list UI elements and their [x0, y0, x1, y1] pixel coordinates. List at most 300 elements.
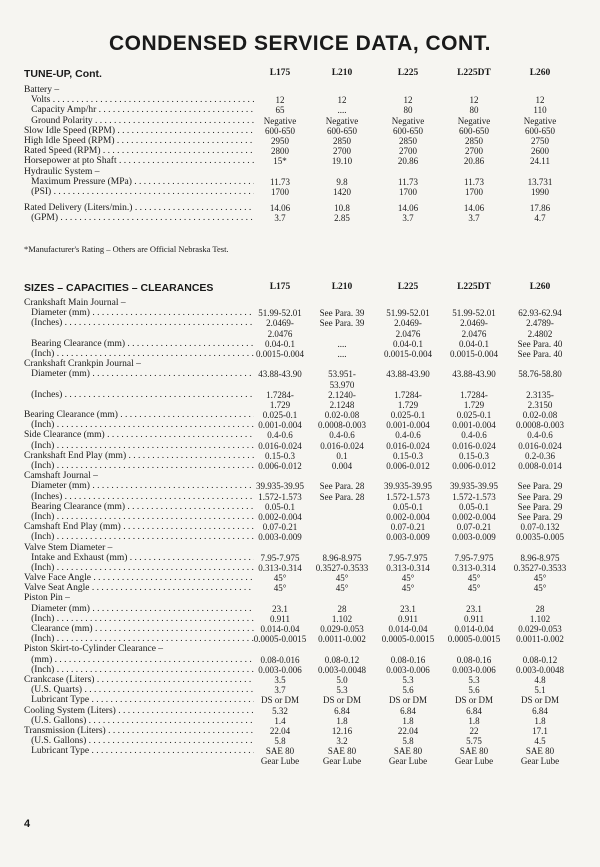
row-label: (Inches) . . .	[24, 318, 254, 328]
cell-l260: 13.731	[527, 176, 553, 187]
cell-l260: SAE 80	[525, 746, 555, 757]
cell-l225: 1.7284-	[394, 389, 422, 400]
table-row	[24, 329, 584, 339]
col-header-l225dt: L225DT	[457, 68, 491, 78]
row-label: Valve Seat Angle . . .	[24, 583, 254, 593]
cell-l225: 2850	[399, 135, 417, 146]
cell-l210: 2.85	[334, 213, 350, 224]
row-label: Bearing Clearance (mm) . . .	[24, 410, 254, 420]
cell-l225dt: SAE 80	[459, 746, 489, 757]
cell-l210: 28	[337, 603, 347, 614]
row-label: Hydraulic System –	[24, 166, 100, 177]
row-label: Rated Delivery (Liters/min.) . . .	[24, 203, 254, 213]
cell-l175: 3.5	[274, 674, 286, 685]
cell-l260: Negative	[523, 115, 557, 126]
cell-l225dt: 600-650	[459, 125, 489, 136]
cell-l175: 1.729	[269, 399, 291, 410]
cell-l175: 0.002-0.004	[258, 511, 302, 522]
cell-l175: 0.001-0.004	[258, 420, 302, 431]
cell-l210: 2.1248	[329, 399, 355, 410]
cell-l210: ....	[337, 338, 347, 349]
table-row	[24, 471, 584, 481]
row-label: (Inch) . . .	[24, 461, 254, 471]
cell-l225dt: 2.0469-	[460, 318, 488, 329]
cell-l225dt: 0.04-0.1	[459, 338, 489, 349]
cell-l225dt: 5.75	[466, 736, 482, 747]
cell-l175: Gear Lube	[260, 756, 300, 767]
cell-l225: 5.3	[402, 674, 414, 685]
cell-l225: SAE 80	[393, 746, 423, 757]
cell-l175: 12	[275, 95, 285, 106]
cell-l225: 51.99-52.01	[386, 308, 430, 319]
table-row	[24, 441, 584, 451]
cell-l260: DS or DM	[520, 695, 559, 706]
cell-l260: See Para. 40	[517, 348, 563, 359]
cell-l260: 17.1	[532, 725, 548, 736]
table-row	[24, 156, 584, 166]
row-label: (Inches) . . .	[24, 390, 254, 400]
cell-l225dt: 0.003-0.009	[452, 532, 496, 543]
cell-l210: 2.1240-	[328, 389, 356, 400]
cell-l210: 0.016-0.024	[320, 440, 364, 451]
cell-l175: 0.0015-0.004	[256, 348, 304, 359]
cell-l210: See Para. 28	[319, 481, 365, 492]
cell-l225dt: 2700	[465, 146, 483, 157]
tuneup-title: TUNE-UP, Cont.	[24, 68, 102, 80]
cell-l260: 17.86	[529, 203, 551, 214]
table-row	[24, 213, 584, 223]
row-label: (Inch) . . .	[24, 532, 254, 542]
cell-l260: 0.016-0.024	[518, 440, 562, 451]
cell-l260: 110	[533, 105, 547, 116]
cell-l175: 65	[275, 105, 285, 116]
cell-l175: 39.935-39.95	[256, 481, 304, 492]
cell-l225dt: 2.0476	[461, 328, 487, 339]
cell-l175: 11.73	[270, 176, 290, 187]
table-row	[24, 116, 584, 126]
cell-l260: See Para. 29	[517, 501, 563, 512]
cell-l225dt: 0.08-0.16	[456, 654, 492, 665]
row-label: Volts . . .	[24, 95, 254, 105]
col-header-l175: L175	[269, 68, 291, 78]
row-label: Bearing Clearance (mm) . . .	[24, 502, 254, 512]
col-header-l210: L210	[331, 282, 353, 292]
col-header-l260: L260	[529, 282, 551, 292]
cell-l225: 2.0469-	[394, 318, 422, 329]
cell-l175: DS or DM	[260, 695, 299, 706]
table-row	[24, 146, 584, 156]
cell-l225: DS or DM	[388, 695, 427, 706]
row-label: (U.S. Gallons) . . .	[24, 736, 254, 746]
cell-l225dt: 5.3	[468, 674, 480, 685]
cell-l225dt: 2850	[465, 135, 483, 146]
cell-l210: 0.004	[331, 461, 353, 471]
row-label: Piston Pin –	[24, 593, 70, 604]
cell-l225dt: 0.05-0.1	[459, 501, 489, 512]
row-label: (PSI) . . .	[24, 187, 254, 197]
table-row	[24, 298, 584, 308]
cell-l260: 45°	[533, 583, 547, 594]
cell-l225dt: 1.572-1.573	[452, 491, 496, 502]
table-row	[24, 543, 584, 553]
row-label: Capacity Amp/hr . . .	[24, 105, 254, 115]
row-label: (U.S. Quarts) . . .	[24, 685, 254, 695]
cell-l175: 14.06	[269, 203, 291, 214]
cell-l225: 0.08-0.16	[390, 654, 426, 665]
table-row	[24, 502, 584, 512]
table-row	[24, 624, 584, 634]
cell-l225: 45°	[401, 573, 415, 584]
cell-l225dt: 0.0005-0.0015	[447, 634, 501, 645]
cell-l225: 2.0476	[395, 328, 421, 339]
table-row	[24, 492, 584, 502]
cell-l210: 0.08-0.12	[324, 654, 360, 665]
cell-l225dt: 6.84	[466, 705, 482, 716]
cell-l260: 5.1	[534, 685, 546, 696]
cell-l260: 45°	[533, 573, 547, 584]
cell-l225dt: 0.4-0.6	[461, 430, 487, 441]
cell-l210: 3.2	[336, 736, 348, 747]
cell-l225: 23.1	[400, 603, 416, 614]
cell-l175: Negative	[263, 115, 297, 126]
cell-l175: SAE 80	[265, 746, 295, 757]
cell-l175: 0.003-0.006	[258, 664, 302, 675]
cell-l260: 0.4-0.6	[527, 430, 553, 441]
footnote: *Manufacturer's Rating – Others are Official Nebraska Test.	[24, 244, 229, 254]
cell-l175: 0.911	[270, 613, 290, 624]
table-row	[24, 420, 584, 430]
table-row	[24, 85, 584, 95]
cell-l225: 0.313-0.314	[386, 562, 430, 573]
cell-l225: 0.4-0.6	[395, 430, 421, 441]
cell-l175: 1.572-1.573	[258, 491, 302, 502]
cell-l225: 0.0005-0.0015	[381, 634, 435, 645]
table-row	[24, 461, 584, 471]
cell-l210: 600-650	[327, 125, 357, 136]
cell-l210: See Para. 28	[319, 491, 365, 502]
col-header-l225: L225	[397, 282, 419, 292]
cell-l225dt: Gear Lube	[454, 756, 494, 767]
cell-l225: 0.025-0.1	[390, 410, 426, 421]
table-row	[24, 655, 584, 665]
cell-l175: 0.0005-0.0015	[253, 634, 307, 645]
cell-l175: 0.04-0.1	[265, 338, 295, 349]
cell-l210: 6.84	[334, 705, 350, 716]
table-row	[24, 573, 584, 583]
cell-l225: Negative	[391, 115, 425, 126]
cell-l225dt: 3.7	[468, 213, 480, 224]
cell-l175: 22.04	[269, 725, 291, 736]
row-label: Slow Idle Speed (RPM) . . .	[24, 126, 254, 136]
cell-l225: 0.04-0.1	[393, 338, 423, 349]
cell-l175: 0.016-0.024	[258, 440, 302, 451]
row-label: Ground Polarity . . .	[24, 116, 254, 126]
cell-l260: 2.3150	[527, 399, 553, 410]
cell-l210: 0.4-0.6	[329, 430, 355, 441]
row-label: (Inch) . . .	[24, 563, 254, 573]
cell-l260: 2750	[531, 135, 549, 146]
cell-l225: 1700	[399, 186, 417, 197]
table-row	[24, 756, 584, 766]
table-row	[24, 644, 584, 654]
cell-l210: Negative	[325, 115, 359, 126]
cell-l225dt: 0.911	[464, 613, 484, 624]
cell-l210: 2700	[333, 146, 351, 157]
cell-l225: 1.8	[402, 715, 414, 726]
cell-l175: 5.32	[272, 705, 288, 716]
cell-l175: 7.95-7.975	[260, 552, 300, 563]
cell-l210: 2850	[333, 135, 351, 146]
table-row	[24, 451, 584, 461]
row-label: Crankcase (Liters) . . .	[24, 675, 254, 685]
table-row	[24, 583, 584, 593]
table-row	[24, 390, 584, 400]
cell-l225dt: 0.006-0.012	[452, 461, 496, 471]
table-row	[24, 716, 584, 726]
cell-l210: 19.10	[331, 156, 353, 167]
table-row	[24, 380, 584, 390]
row-label: Camshaft Journal –	[24, 471, 98, 482]
cell-l210: 1.8	[336, 715, 348, 726]
cell-l260: 0.2-0.36	[525, 450, 555, 461]
cell-l260: 58.76-58.80	[518, 369, 562, 380]
cell-l260: 62.93-62.94	[518, 308, 562, 319]
table-row	[24, 614, 584, 624]
cell-l225: 6.84	[400, 705, 416, 716]
cell-l175: 0.003-0.009	[258, 532, 302, 543]
cell-l260: 2600	[531, 146, 549, 157]
cell-l175: 23.1	[272, 603, 288, 614]
row-label: (U.S. Gallons) . . .	[24, 716, 254, 726]
cell-l260: 0.0011-0.002	[516, 634, 564, 645]
cell-l260: 1.8	[534, 715, 546, 726]
col-header-l225: L225	[397, 68, 419, 78]
row-label: Diameter (mm) . . .	[24, 308, 254, 318]
cell-l225: 5.6	[402, 685, 414, 696]
row-label: Side Clearance (mm) . . .	[24, 430, 254, 440]
table-row	[24, 359, 584, 369]
table-row	[24, 634, 584, 644]
cell-l260: 2.3135-	[526, 389, 554, 400]
row-label: (Inch) . . .	[24, 441, 254, 451]
cell-l225: 2700	[399, 146, 417, 157]
table-row	[24, 522, 584, 532]
cell-l210: SAE 80	[327, 746, 357, 757]
table-row	[24, 726, 584, 736]
cell-l210: 1420	[333, 186, 351, 197]
cell-l225dt: 0.001-0.004	[452, 420, 496, 431]
cell-l225dt: DS or DM	[454, 695, 493, 706]
cell-l175: 0.313-0.314	[258, 562, 302, 573]
cell-l260: 4.8	[534, 674, 546, 685]
sizes-table	[24, 298, 584, 767]
cell-l225dt: 0.0015-0.004	[450, 348, 498, 359]
table-row	[24, 126, 584, 136]
cell-l260: 0.02-0.08	[522, 410, 558, 421]
cell-l210: DS or DM	[322, 695, 361, 706]
cell-l225: 1.572-1.573	[386, 491, 430, 502]
cell-l175: 2800	[271, 146, 289, 157]
row-label: (Inch) . . .	[24, 512, 254, 522]
cell-l260: 0.08-0.12	[522, 654, 558, 665]
table-row	[24, 369, 584, 379]
col-header-l225dt: L225DT	[457, 282, 491, 292]
row-label: (Inch) . . .	[24, 614, 254, 624]
cell-l260: 24.11	[530, 156, 550, 167]
cell-l210: 1.102	[331, 613, 353, 624]
cell-l210: 5.0	[336, 674, 348, 685]
cell-l225dt: 23.1	[466, 603, 482, 614]
row-label: (mm) . . .	[24, 655, 254, 665]
cell-l260: 0.0008-0.003	[516, 420, 564, 431]
table-row	[24, 400, 584, 410]
col-header-l260: L260	[529, 68, 551, 78]
row-label: Horsepower at pto Shaft . . .	[24, 156, 254, 166]
cell-l225dt: Negative	[457, 115, 491, 126]
cell-l225: 5.8	[402, 736, 414, 747]
cell-l260: See Para. 29	[517, 481, 563, 492]
cell-l210: 45°	[335, 583, 349, 594]
cell-l260: 1.102	[529, 613, 551, 624]
cell-l210: 8.96-8.975	[322, 552, 362, 563]
cell-l175: 3.7	[274, 213, 286, 224]
table-row	[24, 95, 584, 105]
row-label: Valve Face Angle . . .	[24, 573, 254, 583]
cell-l225dt: 0.003-0.006	[452, 664, 496, 675]
row-label: Crankshaft Main Journal –	[24, 298, 126, 308]
cell-l225: 20.86	[397, 156, 419, 167]
cell-l175: 15*	[273, 156, 287, 167]
cell-l225dt: 0.016-0.024	[452, 440, 496, 451]
cell-l175: 0.08-0.016	[260, 654, 300, 665]
cell-l210: ....	[337, 105, 347, 116]
cell-l260: 0.07-0.132	[520, 522, 560, 533]
row-label: Intake and Exhaust (mm) . . .	[24, 553, 254, 563]
row-label: (Inch) . . .	[24, 420, 254, 430]
cell-l260: Gear Lube	[520, 756, 560, 767]
cell-l210: 0.0008-0.003	[318, 420, 366, 431]
cell-l210: 9.8	[336, 176, 348, 187]
row-label: (Inch) . . .	[24, 349, 254, 359]
table-row	[24, 187, 584, 197]
cell-l260: 2.4789-	[526, 318, 554, 329]
table-row	[24, 706, 584, 716]
cell-l225: 0.006-0.012	[386, 461, 430, 471]
row-label: Clearance (mm) . . .	[24, 624, 254, 634]
table-row	[24, 675, 584, 685]
row-label: Crankshaft Crankpin Journal –	[24, 359, 141, 370]
table-row	[24, 665, 584, 675]
page-title: CONDENSED SERVICE DATA, CONT.	[108, 32, 492, 55]
cell-l210: 12	[337, 95, 347, 106]
cell-l210: 10.8	[334, 203, 350, 214]
cell-l175: 51.99-52.01	[258, 308, 302, 319]
table-row	[24, 430, 584, 440]
tuneup-table	[24, 85, 584, 223]
cell-l210: 0.003-0.0048	[318, 664, 366, 675]
cell-l175: 2.0469-	[266, 318, 294, 329]
table-row	[24, 410, 584, 420]
cell-l225dt: 1.8	[468, 715, 480, 726]
cell-l175: 1.4	[274, 715, 286, 726]
row-label: Piston Skirt-to-Cylinder Clearance –	[24, 644, 164, 655]
sizes-title: SIZES – CAPACITIES – CLEARANCES	[24, 282, 214, 294]
table-row	[24, 349, 584, 359]
row-label: Valve Stem Diameter –	[24, 542, 113, 553]
table-row	[24, 604, 584, 614]
cell-l225dt: 11.73	[464, 176, 484, 187]
cell-l225dt: 43.88-43.90	[452, 369, 496, 380]
cell-l210: 0.3527-0.3533	[315, 562, 369, 573]
cell-l225: 22.04	[397, 725, 419, 736]
cell-l260: 600-650	[525, 125, 555, 136]
table-row	[24, 339, 584, 349]
page-number: 4	[24, 818, 31, 830]
cell-l225dt: 5.6	[468, 685, 480, 696]
cell-l225: 14.06	[397, 203, 419, 214]
col-header-l175: L175	[269, 282, 291, 292]
row-label: Battery –	[24, 85, 60, 95]
cell-l225: 0.003-0.009	[386, 532, 430, 543]
cell-l225dt: 1700	[465, 186, 483, 197]
cell-l225: 0.911	[398, 613, 418, 624]
row-label: (Inch) . . .	[24, 665, 254, 675]
row-label: Lubricant Type . . .	[24, 695, 254, 705]
cell-l225dt: 80	[469, 105, 479, 116]
cell-l210: 53.970	[329, 379, 355, 390]
row-label: Diameter (mm) . . .	[24, 604, 254, 614]
cell-l225: 0.016-0.024	[386, 440, 430, 451]
cell-l225dt: 0.07-0.21	[456, 522, 492, 533]
cell-l260: See Para. 29	[517, 511, 563, 522]
cell-l225dt: 39.935-39.95	[450, 481, 498, 492]
row-label: Diameter (mm) . . .	[24, 369, 254, 379]
table-row	[24, 308, 584, 318]
cell-l175: 45°	[273, 583, 287, 594]
cell-l225: 600-650	[393, 125, 423, 136]
cell-l210: See Para. 39	[319, 318, 365, 329]
col-header-l210: L210	[331, 68, 353, 78]
table-row	[24, 736, 584, 746]
row-label: (GPM) . . .	[24, 213, 254, 223]
cell-l225: 0.0015-0.004	[384, 348, 432, 359]
cell-l260: 28	[535, 603, 545, 614]
cell-l210: 12.16	[331, 725, 353, 736]
row-label: Crankshaft End Play (mm) . . .	[24, 451, 254, 461]
cell-l225: 0.05-0.1	[393, 501, 423, 512]
cell-l260: 0.029-0.053	[518, 624, 562, 634]
cell-l175: 1700	[271, 186, 289, 197]
table-row	[24, 318, 584, 328]
cell-l175: 0.07-0.21	[262, 522, 298, 533]
cell-l225: 0.014-0.04	[388, 624, 428, 634]
table-row	[24, 167, 584, 177]
cell-l225: 39.935-39.95	[384, 481, 432, 492]
cell-l225dt: 0.002-0.004	[452, 511, 496, 522]
cell-l175: 2.0476	[267, 328, 293, 339]
cell-l225: 0.002-0.004	[386, 511, 430, 522]
cell-l210: See Para. 39	[319, 308, 365, 319]
cell-l175: 0.006-0.012	[258, 461, 302, 471]
cell-l225: 45°	[401, 583, 415, 594]
cell-l225dt: 7.95-7.975	[454, 552, 494, 563]
cell-l225: 3.7	[402, 213, 414, 224]
cell-l225dt: 45°	[467, 583, 481, 594]
table-row	[24, 685, 584, 695]
cell-l210: 5.3	[336, 685, 348, 696]
cell-l175: 0.15-0.3	[265, 450, 295, 461]
cell-l225dt: 22	[469, 725, 479, 736]
